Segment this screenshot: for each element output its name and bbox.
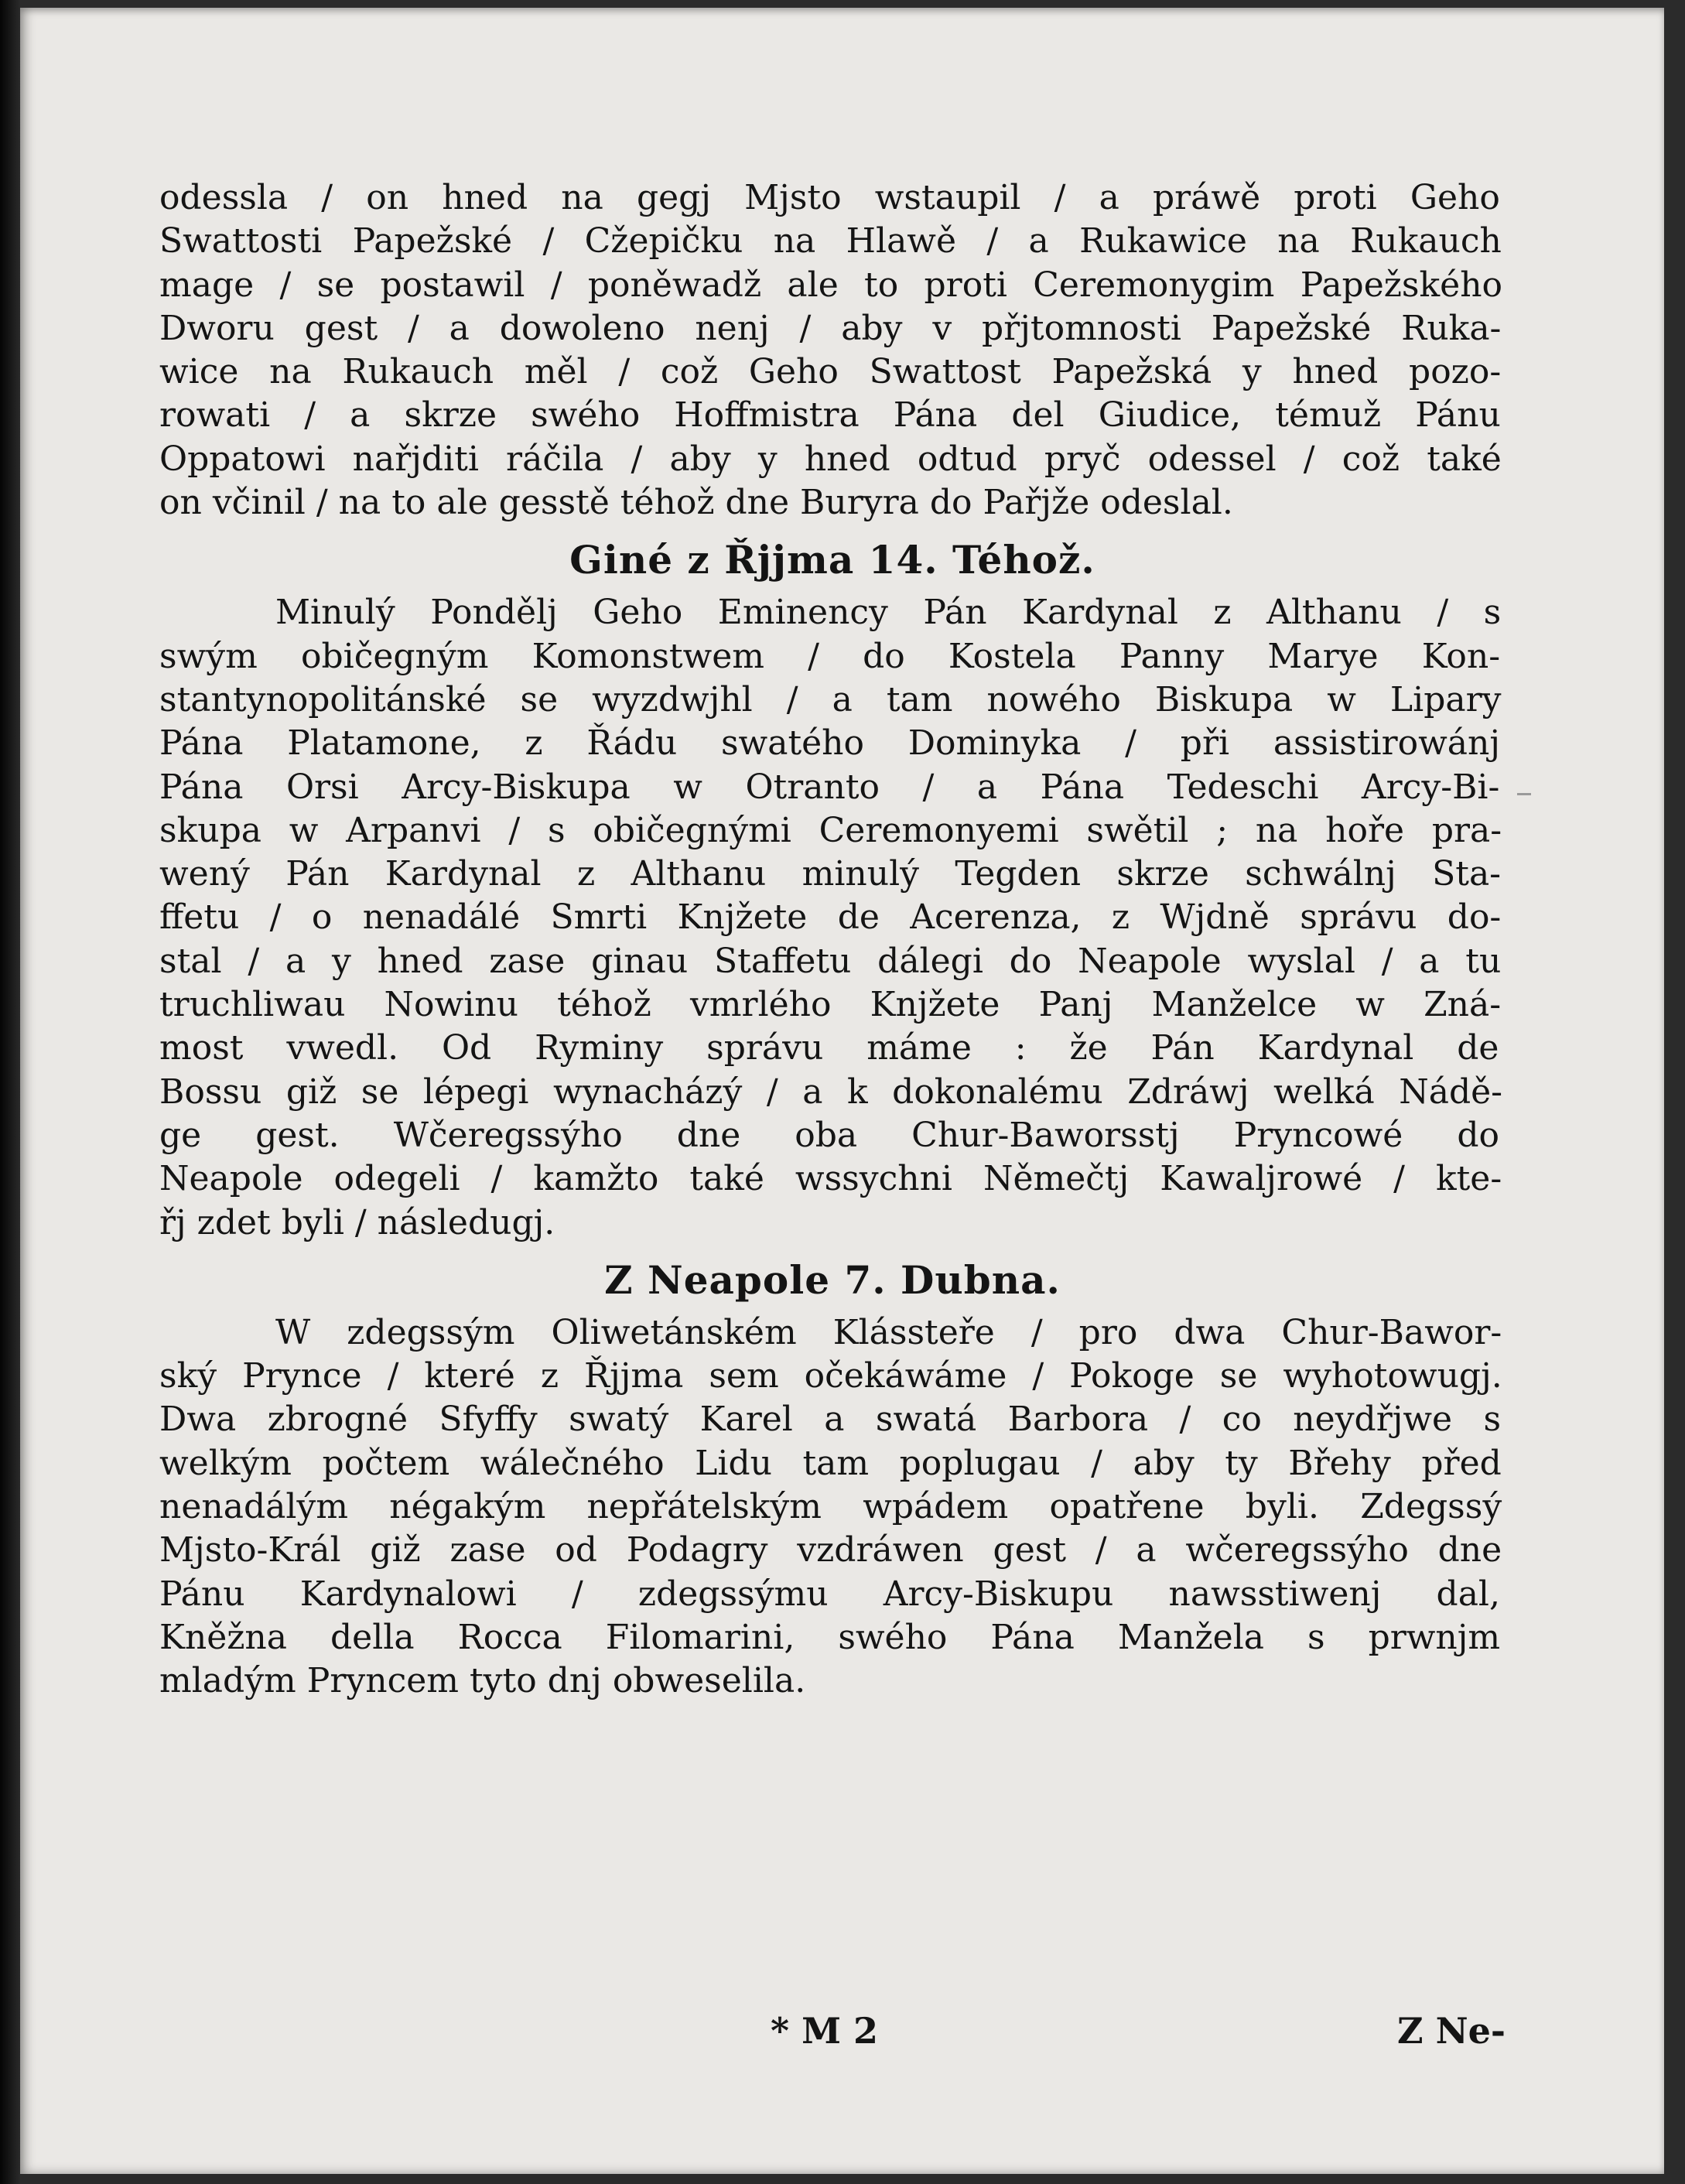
text-line: Dworu gest / a dowoleno nenj / aby v přjtomnosti Papežské Ruka- <box>159 308 1502 348</box>
text-line: most vwedl. Od Ryminy správu máme : že Pán Kardynal de <box>159 1028 1499 1068</box>
text-line: truchliwau Nowinu téhož vmrlého Knjžete Panj Manželce w Zná- <box>159 985 1502 1025</box>
text-line: Pána Orsi Arcy-Biskupa w Otranto / a Pána Tedeschi Arcy-Bi- <box>159 767 1500 807</box>
text-line: welkým počtem wálečného Lidu tam poplugau / aby ty Břehy před <box>159 1443 1502 1483</box>
text-line: mladým Pryncem tyto dnj obweselila. <box>159 1661 806 1701</box>
stray-ink-mark <box>1517 793 1531 795</box>
text-line: W zdegssým Oliwetánském Klássteře / pro dwa Chur-Bawor- <box>275 1312 1502 1352</box>
catchword: Z Ne- <box>1397 2010 1506 2052</box>
text-line: mage / se postawil / poněwadž ale to proti Ceremonygim Papežského <box>159 265 1503 305</box>
signature-mark: * M 2 <box>771 2010 879 2052</box>
text-line: skupa w Arpanvi / s običegnými Ceremonyemi swětil ; na hoře pra- <box>159 810 1502 850</box>
text-line: Swattosti Papežské / Cžepičku na Hlawě / a Rukawice na Rukauch <box>159 221 1502 261</box>
text-line: Dwa zbrogné Sfyffy swatý Karel a swatá Barbora / co neydřjwe s <box>159 1400 1502 1440</box>
text-line: odessla / on hned na gegj Mjsto wstaupil / a práwě proti Geho <box>159 178 1500 217</box>
text-line: stantynopolitánské se wyzdwjhl / a tam nowého Biskupa w Lipary <box>159 679 1502 719</box>
text-line: wený Pán Kardynal z Althanu minulý Tegden skrze schwálnj Sta- <box>159 854 1502 894</box>
book-page <box>20 8 1664 2174</box>
text-line: on včinil / na to ale gesstě téhož dne Buryra do Pařjže odeslal. <box>159 483 1233 523</box>
text-line: nenadálým négakým nepřátelským wpádem opatřene byli. Zdegssý <box>159 1487 1502 1527</box>
text-line: Pánu Kardynalowi / zdegssýmu Arcy-Biskupu nawsstiwenj dal, <box>159 1574 1500 1614</box>
text-line: Bossu giž se lépegi wynacházý / a k dokonalému Zdráwj welká Nádě- <box>159 1071 1503 1112</box>
section-heading-naples: Z Neapole 7. Dubna. <box>604 1256 1061 1303</box>
text-line: rowati / a skrze swého Hoffmistra Pána del Giudice, témuž Pánu <box>159 395 1501 436</box>
text-line: Mjsto-Král giž zase od Podagry vzdráwen gest / a wčeregssýho dne <box>159 1530 1502 1570</box>
text-line: Pána Platamone, z Řádu swatého Dominyka / při assistirowánj <box>159 723 1501 764</box>
text-line: ský Prynce / které z Řjjma sem očekáwáme / Pokoge se wyhotowugj. <box>159 1356 1502 1396</box>
text-line: wice na Rukauch měl / což Geho Swattost Papežská y hned pozo- <box>159 352 1502 392</box>
text-line: Kněžna della Rocca Filomarini, swého Pána Manžela s prwnjm <box>159 1617 1501 1657</box>
text-line: ffetu / o nenadálé Smrti Knjžete de Acerenza, z Wjdně správu do- <box>159 897 1502 938</box>
text-line: stal / a y hned zase ginau Staffetu dálegi do Neapole wyslal / a tu <box>159 941 1502 981</box>
page-footer <box>159 2010 1506 2064</box>
text-line: swým običegným Komonstwem / do Kostela Panny Marye Kon- <box>159 636 1501 676</box>
paragraph-rome <box>159 591 1506 1244</box>
paragraph-continuation <box>159 176 1506 525</box>
text-block <box>159 176 1506 1704</box>
text-line: ge gest. Wčeregssýho dne oba Chur-Baworsstj Pryncowé do <box>159 1115 1499 1155</box>
text-line: řj zdet byli / následugj. <box>159 1202 555 1242</box>
paragraph-naples <box>159 1311 1506 1704</box>
text-line: Oppatowi nařjditi ráčila / aby y hned odtud pryč odessel / což také <box>159 439 1502 479</box>
text-line: Minulý Pondělj Geho Eminency Pán Kardynal z Althanu / s <box>275 593 1502 633</box>
text-line: Neapole odegeli / kamžto také wssychni Němečtj Kawaljrowé / kte- <box>159 1159 1502 1199</box>
section-heading-rome: Giné z Řjjma 14. Téhož. <box>569 537 1095 583</box>
book-spine-shadow <box>0 0 20 2184</box>
